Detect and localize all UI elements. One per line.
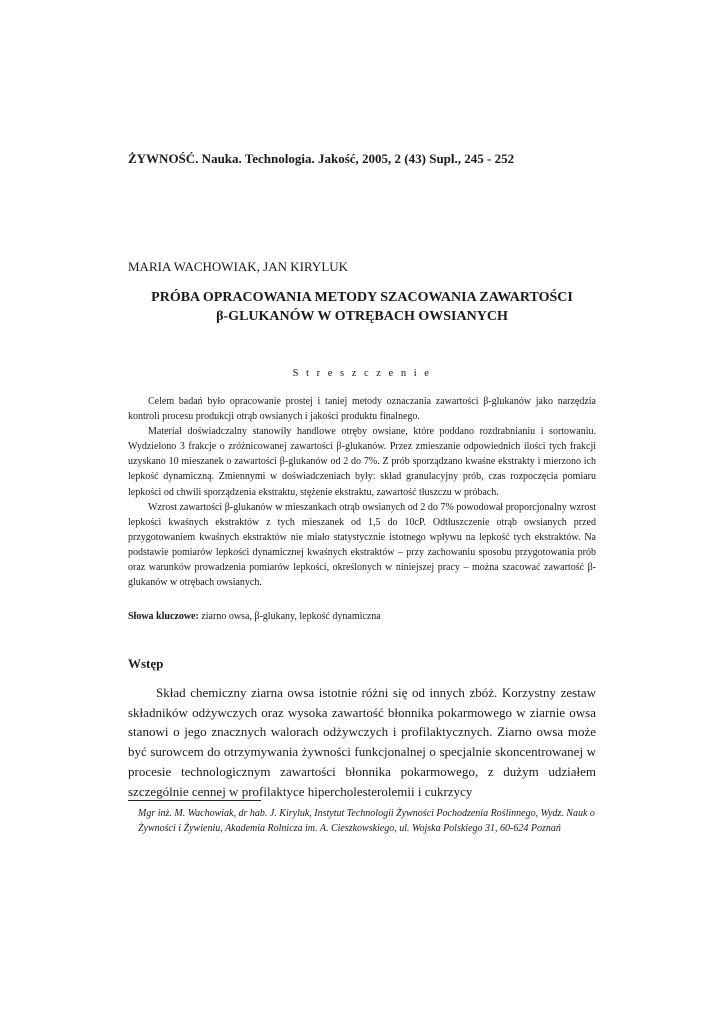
footnote-rule <box>128 800 261 801</box>
title-line-1: PRÓBA OPRACOWANIA METODY SZACOWANIA ZAWARTOŚCI <box>151 290 573 305</box>
abstract-heading: S t r e s z c z e n i e <box>292 368 432 379</box>
intro-paragraph: Skład chemiczny ziarna owsa istotnie różni się od innych zbóż. Korzystny zestaw składników odżywczych oraz wysoka zawartość błonnika pokarmowego w ziarnie owsa stanowi o jego znacznych walorach odżywczych i profilaktycznych. Ziarno owsa może być surowcem do otrzymywania żywności funkcjonalnej o specjalnie skoncentrowanej w procesie technologicznym zawartości błonnika pokarmowego, z dużym udziałem szczególnie cennej w profilaktyce hipercholesterolemii i cukrzycy <box>128 685 596 799</box>
abstract <box>128 394 596 590</box>
abstract-paragraph-1: Celem badań było opracowanie prostej i taniej metody oznaczania zawartości β-glukanów jako narzędzia kontroli procesu produkcji otrąb owsianych i jakości produktu finalnego. <box>128 396 596 423</box>
keywords-label: Słowa kluczowe: <box>128 611 199 622</box>
abstract-paragraph-2: Materiał doświadczalny stanowiły handlowe otręby owsiane, które poddano rozdrabnianiu i sortowaniu. Wydzielono 3 frakcje o zróżnicowanej zawartości β-glukanów. Przez zmieszanie odpowiednich ilości tych frakcji uzyskano 10 mieszanek o zawartości β-glukanów od 2 do 7%. Z prób sporządzano kwaśne ekstrakty i mierzono ich lepkość dynamiczną. Zmiennymi w doświadczeniach były: skład granulacyjny prób, czas rozpoczęcia pomiaru lepkości od chwili sporządzenia ekstraktu, stężenie ekstraktu, zawartość tłuszczu w próbach. <box>128 426 596 498</box>
footnote: Mgr inż. M. Wachowiak, dr hab. J. Kiryluk, Instytut Technologii Żywności Pochodzenia Roślinnego, Wydz. Nauk o Żywności i Żywieniu, Akademia Rolnicza im. A. Cieszkowskiego, ul. Wojska Polskiego 31, 60-624 Poznań <box>138 808 595 834</box>
abstract-paragraph-3: Wzrost zawartości β-glukanów w mieszankach otrąb owsianych od 2 do 7% powodował proporcjonalny wzrost lepkości kwaśnych ekstraktów z tych mieszanek od 1,5 do 10cP. Odtłuszczenie otrąb owsianych przed przygotowaniem kwaśnych ekstraktów nie miało statystycznie istotnego wpływu na lepkość tych ekstraktów. Na podstawie pomiarów lepkości dynamicznej kwaśnych ekstraktów – przy zachowaniu sposobu przygotowania prób oraz warunków prowadzenia pomiarów lepkości, określonych w niniejszej pracy – można szacować zawartość β-glukanów w otrębach owsianych. <box>128 501 596 589</box>
journal-header: ŻYWNOŚĆ. Nauka. Technologia. Jakość, 2005, 2 (43) Supl., 245 - 252 <box>128 151 515 166</box>
intro-body <box>128 683 596 801</box>
paper-title <box>128 288 596 326</box>
title-line-2: β-GLUKANÓW W OTRĘBACH OWSIANYCH <box>216 309 508 324</box>
keywords-text: ziarno owsa, β-glukany, lepkość dynamiczna <box>198 611 381 622</box>
keywords <box>128 611 596 622</box>
authors: MARIA WACHOWIAK, JAN KIRYLUK <box>128 259 349 274</box>
section-heading-intro: Wstęp <box>128 656 164 671</box>
